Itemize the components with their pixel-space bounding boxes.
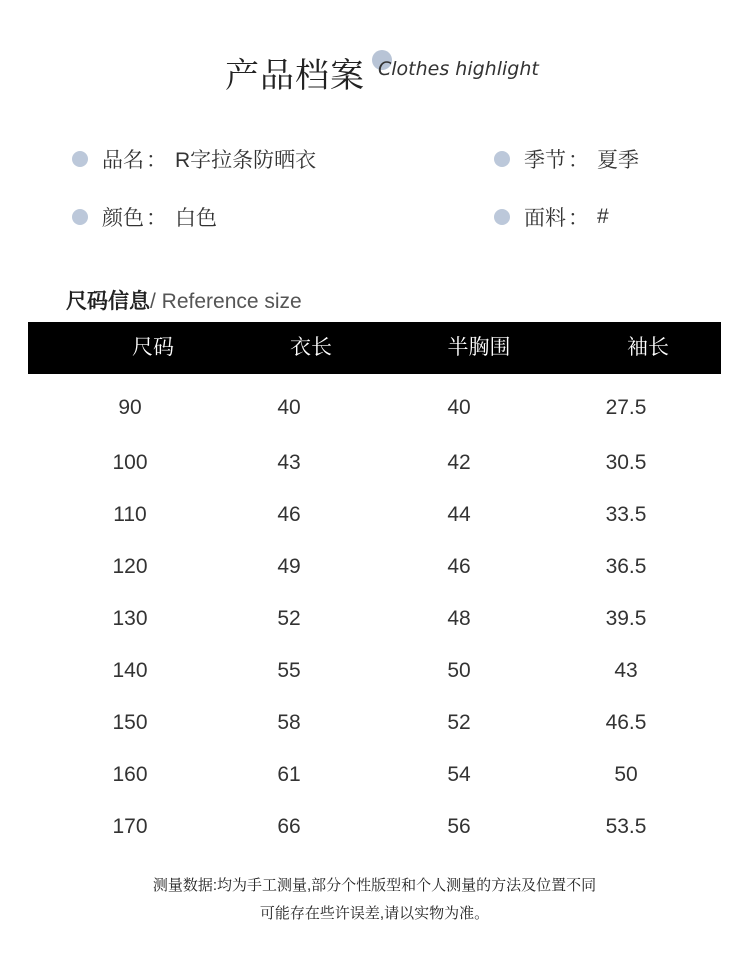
cell-length: 46 bbox=[277, 503, 301, 526]
cell-sleeve: 36.5 bbox=[605, 555, 647, 578]
colon: ： bbox=[568, 207, 589, 230]
cell-size: 130 bbox=[112, 607, 148, 630]
cell-half-chest: 42 bbox=[447, 451, 471, 474]
cell-size: 170 bbox=[112, 815, 148, 838]
header-size: 尺码 bbox=[132, 336, 174, 359]
colon: ： bbox=[146, 207, 167, 230]
cell-length: 52 bbox=[277, 607, 301, 630]
header-sleeve: 袖长 bbox=[627, 336, 669, 359]
size-section-title-en: / Reference size bbox=[150, 290, 302, 313]
cell-length: 58 bbox=[277, 711, 301, 734]
cell-sleeve: 33.5 bbox=[605, 503, 647, 526]
bullet-dot-icon bbox=[72, 151, 88, 167]
info-season bbox=[494, 144, 639, 174]
colon: ： bbox=[146, 149, 167, 172]
season-label: 季节 bbox=[524, 149, 566, 172]
info-fabric bbox=[494, 202, 609, 232]
table-row bbox=[0, 396, 749, 448]
cell-sleeve: 50 bbox=[614, 763, 638, 786]
bullet-dot-icon bbox=[72, 209, 88, 225]
cell-half-chest: 56 bbox=[447, 815, 471, 838]
page-title-block bbox=[0, 40, 749, 100]
size-section-title bbox=[66, 285, 302, 315]
cell-length: 40 bbox=[277, 396, 301, 419]
cell-half-chest: 54 bbox=[447, 763, 471, 786]
product-name-label: 品名 bbox=[102, 149, 144, 172]
info-color bbox=[72, 202, 217, 232]
fabric-value: # bbox=[597, 205, 609, 228]
table-row bbox=[0, 451, 749, 503]
info-product-name bbox=[72, 144, 316, 174]
cell-half-chest: 48 bbox=[447, 607, 471, 630]
cell-size: 110 bbox=[113, 503, 147, 526]
colon: ： bbox=[568, 149, 589, 172]
cell-sleeve: 53.5 bbox=[605, 815, 647, 838]
cell-size: 140 bbox=[112, 659, 148, 682]
table-row bbox=[0, 555, 749, 607]
cell-half-chest: 52 bbox=[447, 711, 471, 734]
cell-half-chest: 50 bbox=[447, 659, 471, 682]
header-length: 衣长 bbox=[290, 336, 332, 359]
cell-size: 100 bbox=[112, 451, 148, 474]
cell-sleeve: 46.5 bbox=[605, 711, 647, 734]
cell-half-chest: 40 bbox=[447, 396, 471, 419]
cell-size: 120 bbox=[112, 555, 148, 578]
page-subtitle: Clothes highlight bbox=[378, 58, 539, 80]
size-table-header bbox=[28, 322, 721, 374]
cell-length: 43 bbox=[277, 451, 301, 474]
table-row bbox=[0, 607, 749, 659]
color-label: 颜色 bbox=[102, 207, 144, 230]
table-row bbox=[0, 815, 749, 867]
color-value: 白色 bbox=[175, 207, 217, 230]
fabric-label: 面料 bbox=[524, 207, 566, 230]
table-row bbox=[0, 711, 749, 763]
bullet-dot-icon bbox=[494, 209, 510, 225]
cell-half-chest: 46 bbox=[447, 555, 471, 578]
cell-length: 55 bbox=[277, 659, 301, 682]
cell-size: 150 bbox=[112, 711, 148, 734]
cell-sleeve: 43 bbox=[614, 659, 638, 682]
cell-size: 90 bbox=[118, 396, 142, 419]
table-row bbox=[0, 659, 749, 711]
size-section-title-cn: 尺码信息 bbox=[66, 290, 150, 313]
cell-length: 66 bbox=[277, 815, 301, 838]
table-row bbox=[0, 763, 749, 815]
table-row bbox=[0, 503, 749, 555]
season-value: 夏季 bbox=[597, 149, 639, 172]
cell-length: 49 bbox=[277, 555, 301, 578]
bullet-dot-icon bbox=[494, 151, 510, 167]
cell-sleeve: 27.5 bbox=[605, 396, 647, 419]
footnote-line-1: 测量数据:均为手工测量,部分个性版型和个人测量的方法及位置不同 bbox=[152, 877, 597, 894]
page-title: 产品档案 bbox=[225, 57, 365, 95]
cell-sleeve: 30.5 bbox=[605, 451, 647, 474]
header-half-chest: 半胸围 bbox=[447, 336, 511, 359]
cell-length: 61 bbox=[277, 763, 301, 786]
cell-size: 160 bbox=[112, 763, 148, 786]
footnote-line-2: 可能存在些许误差,请以实物为准。 bbox=[259, 905, 490, 922]
cell-half-chest: 44 bbox=[447, 503, 471, 526]
cell-sleeve: 39.5 bbox=[605, 607, 647, 630]
product-name-value: R字拉条防晒衣 bbox=[175, 149, 317, 172]
